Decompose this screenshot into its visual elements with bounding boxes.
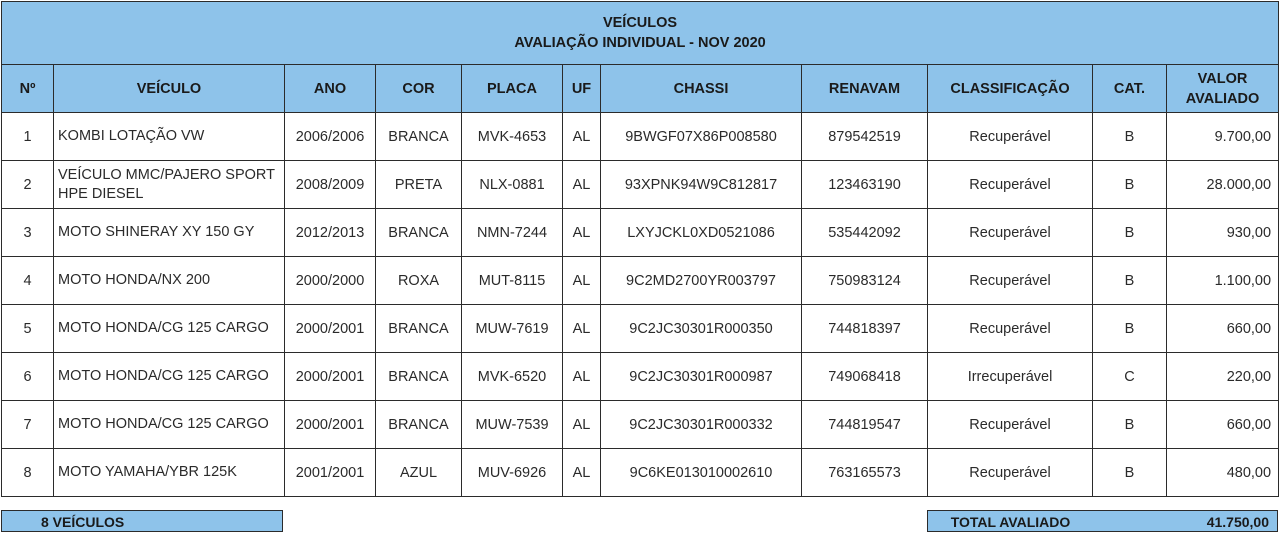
cell-renavam: 749068418 [802, 353, 928, 401]
cell-ano: 2000/2001 [285, 401, 376, 449]
cell-veiculo: VEÍCULO MMC/PAJERO SPORT HPE DIESEL [54, 161, 285, 209]
cell-chassi: 9C2JC30301R000987 [601, 353, 802, 401]
cell-cor: ROXA [376, 257, 462, 305]
cell-placa: NMN-7244 [462, 209, 563, 257]
cell-placa: MVK-4653 [462, 113, 563, 161]
table-row [2, 305, 1279, 353]
cell-num: 7 [2, 401, 54, 449]
cell-chassi: 9C2MD2700YR003797 [601, 257, 802, 305]
cell-valor: 660,00 [1167, 305, 1279, 353]
cell-num: 5 [2, 305, 54, 353]
cell-cat: B [1093, 401, 1167, 449]
cell-num: 6 [2, 353, 54, 401]
cell-classificacao: Recuperável [928, 113, 1093, 161]
cell-cor: BRANCA [376, 401, 462, 449]
cell-veiculo: MOTO HONDA/CG 125 CARGO [54, 305, 285, 353]
cell-cat: B [1093, 449, 1167, 497]
cell-classificacao: Recuperável [928, 449, 1093, 497]
table-row [2, 209, 1279, 257]
cell-uf: AL [563, 161, 601, 209]
cell-cor: PRETA [376, 161, 462, 209]
col-header-valor-line-2: AVALIADO [1185, 90, 1260, 107]
cell-num: 3 [2, 209, 54, 257]
cell-uf: AL [563, 209, 601, 257]
col-header-valor [1167, 65, 1279, 113]
cell-cat: B [1093, 305, 1167, 353]
cell-cor: BRANCA [376, 305, 462, 353]
cell-chassi: 9C6KE013010002610 [601, 449, 802, 497]
cell-uf: AL [563, 401, 601, 449]
cell-valor: 220,00 [1167, 353, 1279, 401]
cell-cor: AZUL [376, 449, 462, 497]
cell-chassi: 9C2JC30301R000332 [601, 401, 802, 449]
cell-num: 2 [2, 161, 54, 209]
cell-cor: BRANCA [376, 353, 462, 401]
cell-renavam: 123463190 [802, 161, 928, 209]
cell-renavam: 879542519 [802, 113, 928, 161]
cell-ano: 2000/2001 [285, 353, 376, 401]
cell-placa: NLX-0881 [462, 161, 563, 209]
cell-cat: B [1093, 113, 1167, 161]
cell-uf: AL [563, 353, 601, 401]
col-header-ano: ANO [285, 65, 376, 113]
cell-veiculo: MOTO HONDA/CG 125 CARGO [54, 353, 285, 401]
title-line-2: AVALIAÇÃO INDIVIDUAL - NOV 2020 [514, 35, 766, 51]
cell-num: 1 [2, 113, 54, 161]
cell-valor: 28.000,00 [1167, 161, 1279, 209]
cell-num: 4 [2, 257, 54, 305]
cell-classificacao: Recuperável [928, 401, 1093, 449]
cell-veiculo: MOTO HONDA/NX 200 [54, 257, 285, 305]
table-title [2, 2, 1279, 65]
cell-classificacao: Recuperável [928, 209, 1093, 257]
col-header-uf: UF [563, 65, 601, 113]
cell-cat: B [1093, 161, 1167, 209]
cell-cat: C [1093, 353, 1167, 401]
cell-cat: B [1093, 209, 1167, 257]
cell-ano: 2000/2001 [285, 305, 376, 353]
cell-valor: 480,00 [1167, 449, 1279, 497]
cell-valor: 660,00 [1167, 401, 1279, 449]
table-row [2, 257, 1279, 305]
table-title-row [2, 2, 1279, 65]
cell-placa: MUW-7539 [462, 401, 563, 449]
cell-ano: 2012/2013 [285, 209, 376, 257]
col-header-cat: CAT. [1093, 65, 1167, 113]
cell-placa: MUW-7619 [462, 305, 563, 353]
cell-ano: 2001/2001 [285, 449, 376, 497]
cell-chassi: LXYJCKL0XD0521086 [601, 209, 802, 257]
table-row [2, 449, 1279, 497]
cell-renavam: 744818397 [802, 305, 928, 353]
cell-placa: MUT-8115 [462, 257, 563, 305]
col-header-valor-line-1: VALOR [1197, 70, 1248, 87]
col-header-classificacao: CLASSIFICAÇÃO [928, 65, 1093, 113]
cell-num: 8 [2, 449, 54, 497]
col-header-renavam: RENAVAM [802, 65, 928, 113]
cell-chassi: 9BWGF07X86P008580 [601, 113, 802, 161]
cell-placa: MUV-6926 [462, 449, 563, 497]
cell-cat: B [1093, 257, 1167, 305]
col-header-num: Nº [2, 65, 54, 113]
cell-placa: MVK-6520 [462, 353, 563, 401]
col-header-veiculo: VEÍCULO [54, 65, 285, 113]
cell-cor: BRANCA [376, 113, 462, 161]
vehicle-table [1, 1, 1279, 497]
cell-renavam: 744819547 [802, 401, 928, 449]
cell-chassi: 93XPNK94W9C812817 [601, 161, 802, 209]
cell-renavam: 535442092 [802, 209, 928, 257]
cell-renavam: 763165573 [802, 449, 928, 497]
cell-uf: AL [563, 113, 601, 161]
cell-veiculo: MOTO YAMAHA/YBR 125K [54, 449, 285, 497]
col-header-placa: PLACA [462, 65, 563, 113]
cell-cor: BRANCA [376, 209, 462, 257]
cell-valor: 1.100,00 [1167, 257, 1279, 305]
cell-ano: 2000/2000 [285, 257, 376, 305]
total-label: TOTAL AVALIADO [950, 514, 1071, 530]
title-line-1: VEÍCULOS [602, 15, 678, 31]
cell-ano: 2006/2006 [285, 113, 376, 161]
vehicle-count-footer [1, 510, 283, 532]
cell-classificacao: Recuperável [928, 161, 1093, 209]
cell-uf: AL [563, 257, 601, 305]
table-row [2, 161, 1279, 209]
column-header-row [2, 65, 1279, 113]
table-row [2, 401, 1279, 449]
table-row [2, 353, 1279, 401]
cell-classificacao: Recuperável [928, 257, 1093, 305]
col-header-chassi: CHASSI [601, 65, 802, 113]
col-header-cor: COR [376, 65, 462, 113]
cell-chassi: 9C2JC30301R000350 [601, 305, 802, 353]
cell-veiculo: MOTO HONDA/CG 125 CARGO [54, 401, 285, 449]
cell-valor: 9.700,00 [1167, 113, 1279, 161]
cell-classificacao: Recuperável [928, 305, 1093, 353]
cell-veiculo: KOMBI LOTAÇÃO VW [54, 113, 285, 161]
cell-veiculo: MOTO SHINERAY XY 150 GY [54, 209, 285, 257]
total-value: 41.750,00 [1206, 514, 1269, 530]
table-row [2, 113, 1279, 161]
cell-uf: AL [563, 449, 601, 497]
cell-uf: AL [563, 305, 601, 353]
cell-classificacao: Irrecuperável [928, 353, 1093, 401]
cell-valor: 930,00 [1167, 209, 1279, 257]
total-footer [927, 510, 1278, 532]
cell-renavam: 750983124 [802, 257, 928, 305]
vehicle-count-label: 8 VEÍCULOS [41, 514, 125, 530]
cell-ano: 2008/2009 [285, 161, 376, 209]
